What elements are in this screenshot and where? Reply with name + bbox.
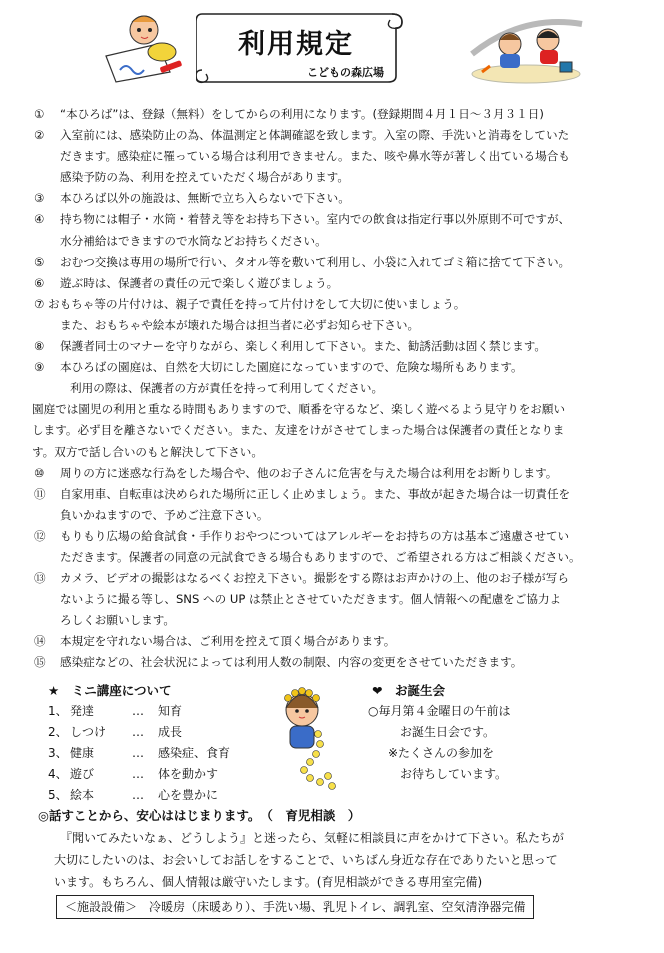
- rule-number: ③: [34, 191, 45, 206]
- rule-item: [34, 484, 640, 526]
- rule-number: ⑨: [34, 360, 45, 375]
- rule-item: [34, 652, 640, 673]
- list-item: [48, 785, 230, 806]
- item-dots: …: [132, 788, 144, 803]
- rule-item: [34, 463, 640, 484]
- rule-text: 負いかねますので、予めご注意下さい。: [60, 507, 269, 522]
- birthday-heading: ❤ お誕生会: [372, 683, 445, 698]
- rule-number: ⑪: [34, 486, 46, 501]
- rule-text: 利用の際は、保護者の方が責任を持って利用してください。: [70, 381, 384, 396]
- birthday-line: ※たくさんの参加を: [388, 746, 495, 761]
- item-dots: …: [132, 746, 144, 761]
- page-subtitle: こどもの森広場: [307, 66, 384, 79]
- item-detail: 心を豊かに: [158, 788, 219, 803]
- item-number: 2、: [48, 725, 68, 740]
- rule-item: [34, 209, 640, 251]
- rule-number: ⑤: [34, 254, 45, 269]
- mini-course-heading: ★ ミニ講座について: [48, 683, 172, 698]
- rule-text: 水分補給はできますので水筒などお持ちください。: [60, 233, 327, 248]
- rule-item: [34, 526, 640, 568]
- item-detail: 感染症、食育: [158, 746, 231, 761]
- rule-text: ただきます。保護者の同意の元試食できる場合もありますので、ご希望される方はご相談ください。: [60, 549, 581, 564]
- rule-item: [34, 125, 640, 188]
- rule-item: [34, 631, 640, 652]
- consultation-section: [38, 805, 638, 893]
- rule-number: ⑥: [34, 275, 45, 290]
- rule-number: ⑦: [34, 296, 45, 311]
- page-title: 利用規定: [238, 29, 354, 60]
- list-item: [48, 764, 230, 785]
- rule-number: ⑩: [34, 465, 45, 480]
- mini-course-section: [48, 680, 230, 807]
- garden-note-line: します。必ず目を離さないでください。また、友達をけがさせてしまった場合は保護者の責任となりま: [32, 423, 565, 438]
- rule-text: カメラ、ビデオの撮影はなるべくお控え下さい。撮影をする際はお声かけの上、他のお子様が写ら: [60, 571, 569, 586]
- birthday-section: [368, 680, 510, 785]
- item-topic: 健康: [70, 746, 95, 761]
- rule-text: 保護者同士のマナーを守りながら、楽しく利用して下さい。また、勧誘活動は固く禁じます。: [60, 339, 547, 354]
- item-topic: しつけ: [70, 725, 107, 740]
- birthday-line: お待ちしています。: [400, 767, 508, 782]
- mini-course-list: [48, 701, 230, 806]
- kids-playing-illustration: [470, 14, 584, 84]
- item-number: 4、: [48, 767, 68, 782]
- birthday-line: ○毎月第４金曜日の午前は: [368, 704, 511, 719]
- rule-text: ろしくお願いします。: [60, 613, 176, 628]
- rule-number: ⑮: [34, 655, 46, 670]
- rule-text: ないように撮る等し、SNS への UP は禁止とさせていただきます。個人情報への配慮をご協力よ: [60, 592, 562, 607]
- rules-list-2: [34, 463, 640, 674]
- consultation-line: 大切にしたいのは、お会いしてお話しをすることで、いちばん身近な存在でありたいと思って: [54, 853, 558, 867]
- rule-text: おもちゃ等の片付けは、親子で責任を持って片付けをして大切に使いましょう。: [48, 296, 466, 311]
- rule-item: [34, 357, 640, 399]
- garden-note-line: す。双方で話し合いのもと解決して下さい。: [32, 444, 263, 459]
- item-number: 5、: [48, 788, 68, 803]
- rule-text: 本規定を守れない場合は、ご利用を控えて頂く場合があります。: [60, 634, 396, 649]
- rule-text: 周りの方に迷惑な行為をした場合や、他のお子さんに危害を与えた場合は利用をお断りします。: [60, 465, 558, 480]
- item-detail: 成長: [158, 725, 183, 740]
- consultation-line: います。もちろん、個人情報は厳守いたします。(育児相談ができる専用室完備): [54, 875, 483, 889]
- item-topic: 遊び: [70, 767, 95, 782]
- rule-text: おむつ交換は専用の場所で行い、タオル等を敷いて利用し、小袋に入れてゴミ箱に捨てて下さい。: [60, 254, 571, 269]
- list-item: [48, 743, 230, 764]
- rule-item: [34, 336, 640, 357]
- rules-list: [34, 104, 640, 399]
- rule-text: 自家用車、自転車は決められた場所に正しく止めましょう。また、事故が起きた場合は一切責任を: [60, 486, 571, 501]
- item-topic: 絵本: [70, 788, 95, 803]
- rule-text: 持ち物には帽子・水筒・着替え等をお持ち下さい。室内での飲食は指定行事以外原則不可ですが、: [60, 212, 571, 227]
- title-banner: [196, 8, 406, 84]
- rule-number: ⑧: [34, 339, 45, 354]
- item-dots: …: [132, 767, 144, 782]
- rule-text: 遊ぶ時は、保護者の責任の元で楽しく遊びましょう。: [60, 275, 339, 290]
- list-item: [48, 722, 230, 743]
- item-topic: 発達: [70, 704, 95, 719]
- girl-flower-illustration: [280, 684, 340, 796]
- item-dots: …: [132, 725, 144, 740]
- rule-item: [34, 188, 640, 209]
- rule-text: 入室前には、感染防止の為、体温測定と体調確認を致します。入室の際、手洗いと消毒をしていた: [60, 128, 570, 143]
- rule-text: 感染症などの、社会状況によっては利用人数の制限、内容の変更をさせていただきます。: [60, 655, 523, 670]
- rule-text: もりもり広場の給食試食・手作りおやつについてはアレルギーをお持ちの方は基本ご遠慮させてい: [60, 528, 570, 543]
- consultation-heading: ◎話すことから、安心ははじまります。 （ 育児相談 ）: [38, 808, 361, 823]
- rule-text: だきます。感染症に罹っている場合は利用できません。また、咳や鼻水等が著しく出ている場合も: [60, 149, 570, 164]
- item-dots: …: [132, 704, 144, 719]
- garden-note: [34, 399, 640, 462]
- rule-item: [34, 104, 640, 125]
- rule-number: ④: [34, 212, 45, 227]
- garden-note-line: 園庭では園児の利用と重なる時間もありますので、順番を守るなど、楽しく遊べるよう見守りをお願い: [32, 402, 566, 417]
- rule-text: 本ひろばの園庭は、自然を大切にした園庭になっていますので、危険な場所もあります。: [60, 360, 523, 375]
- rule-text: 感染予防の為、利用を控えていただく場合があります。: [60, 170, 349, 185]
- rule-text: また、おもちゃや絵本が壊れた場合は担当者に必ずお知らせ下さい。: [60, 317, 420, 332]
- rules-body: [34, 104, 640, 674]
- item-number: 3、: [48, 746, 68, 761]
- rule-number: ⑬: [34, 571, 46, 586]
- rule-number: ⑭: [34, 634, 46, 649]
- rule-number: ⑫: [34, 528, 46, 543]
- birthday-line: お誕生日会です。: [400, 725, 496, 740]
- rule-number: ①: [34, 107, 45, 121]
- consultation-line: 『聞いてみたいなぁ、どうしよう』と迷ったら、気軽に相談員に声をかけて下さい。私たちが: [60, 831, 565, 845]
- baby-drawing-illustration: [100, 12, 185, 84]
- rule-item: [34, 568, 640, 631]
- list-item: [48, 701, 230, 722]
- rule-text: 本ひろば以外の施設は、無断で立ち入らないで下さい。: [60, 191, 350, 206]
- rule-number: ②: [34, 128, 45, 143]
- item-detail: 体を動かす: [158, 767, 219, 782]
- rule-item: [34, 294, 640, 336]
- facility-box: ＜施設設備＞ 冷暖房（床暖あり）、手洗い場、乳児トイレ、調乳室、空気清浄器完備: [56, 895, 534, 919]
- item-detail: 知育: [158, 704, 183, 719]
- item-number: 1、: [48, 704, 68, 719]
- rule-item: [34, 273, 640, 294]
- rule-item: [34, 252, 640, 273]
- rule-text: “本ひろば”は、登録（無料）をしてからの利用になります。(登録期間４月１日～３月３１日): [60, 107, 544, 121]
